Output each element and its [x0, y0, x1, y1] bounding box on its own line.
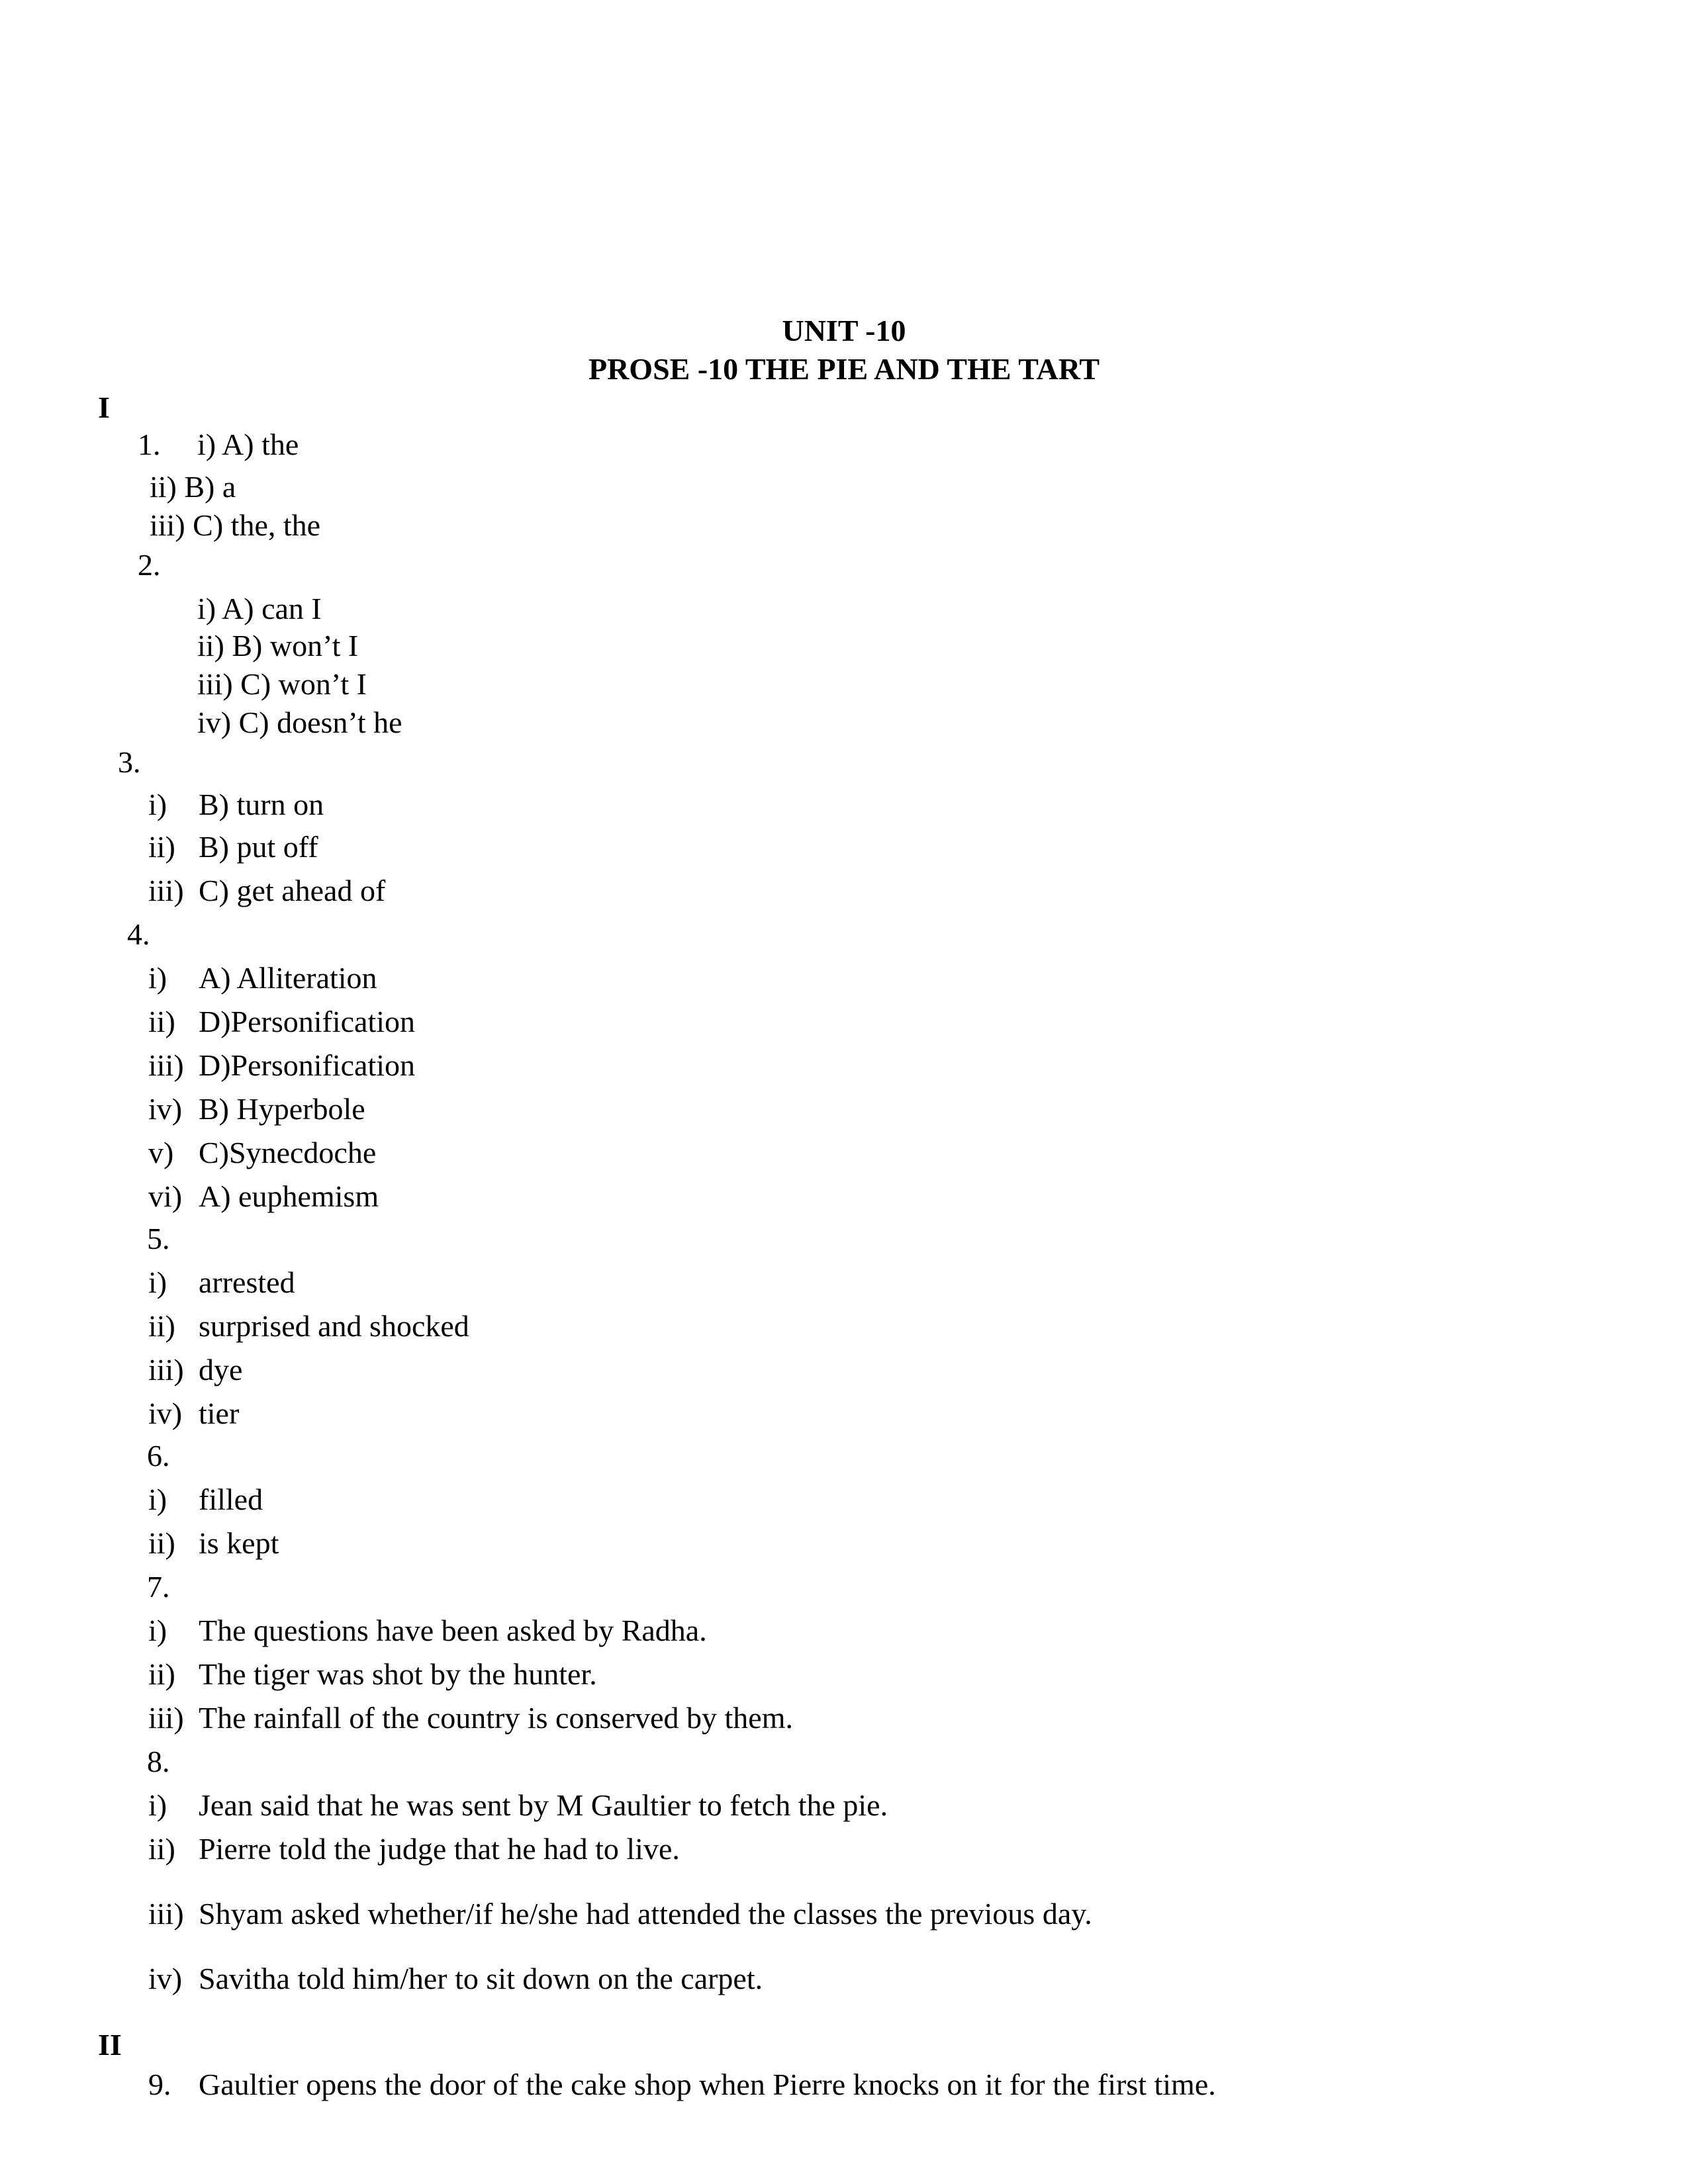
q7-roman-1: i)	[148, 1614, 167, 1647]
q8-number: 8.	[147, 1745, 170, 1778]
q6-roman-1: i)	[148, 1482, 167, 1516]
q8-roman-4: iv)	[148, 1962, 183, 1995]
q4-roman-2: ii)	[148, 1005, 175, 1038]
q5-number: 5.	[147, 1222, 170, 1255]
unit-heading: UNIT -10	[782, 314, 906, 347]
q2-item-1: i) A) can I	[197, 592, 322, 625]
q4-item-4: B) Hyperbole	[199, 1092, 365, 1126]
q2-number: 2.	[138, 548, 161, 582]
q8-item-4: Savitha told him/her to sit down on the carpet.	[199, 1962, 763, 1995]
q7-roman-3: iii)	[148, 1701, 184, 1735]
q7-item-3: The rainfall of the country is conserved by them.	[199, 1701, 793, 1735]
q5-roman-2: ii)	[148, 1309, 175, 1343]
q1-item-1: i) A) the	[197, 428, 299, 461]
section-two-label: II	[98, 2028, 122, 2062]
q4-item-6: A) euphemism	[199, 1179, 379, 1213]
section-one-label: I	[98, 390, 110, 424]
q4-roman-1: i)	[148, 961, 167, 995]
q4-item-1: A) Alliteration	[199, 961, 377, 995]
q8-roman-3: iii)	[148, 1897, 184, 1931]
q4-roman-6: vi)	[148, 1179, 183, 1213]
q9-number: 9.	[148, 2068, 171, 2101]
q4-roman-4: iv)	[148, 1092, 183, 1126]
q6-roman-2: ii)	[148, 1526, 175, 1560]
q8-item-1: Jean said that he was sent by M Gaultier to fetch the pie.	[199, 1788, 888, 1822]
q7-number: 7.	[147, 1570, 170, 1604]
q4-number: 4.	[127, 917, 150, 951]
q1-item-2: ii) B) a	[150, 470, 236, 504]
q6-item-1: filled	[199, 1482, 263, 1516]
q5-item-4: tier	[199, 1396, 240, 1430]
q5-roman-4: iv)	[148, 1396, 183, 1430]
q4-roman-5: v)	[148, 1136, 174, 1169]
q3-roman-1: i)	[148, 788, 167, 821]
q2-item-3: iii) C) won’t I	[197, 667, 367, 701]
q7-item-2: The tiger was shot by the hunter.	[199, 1657, 597, 1691]
q5-item-3: dye	[199, 1353, 243, 1387]
q3-number: 3.	[118, 745, 141, 779]
q4-item-3: D)Personification	[199, 1048, 416, 1082]
q2-item-4: iv) C) doesn’t he	[197, 705, 402, 739]
q3-roman-2: ii)	[148, 830, 175, 864]
q8-item-3: Shyam asked whether/if he/she had attended the classes the previous day.	[199, 1897, 1092, 1931]
q3-item-1: B) turn on	[199, 788, 324, 821]
q3-item-3: C) get ahead of	[199, 874, 386, 907]
q5-item-2: surprised and shocked	[199, 1309, 469, 1343]
q7-roman-2: ii)	[148, 1657, 175, 1691]
q6-item-2: is kept	[199, 1526, 279, 1560]
q4-item-2: D)Personification	[199, 1005, 416, 1038]
q9-text: Gaultier opens the door of the cake shop when Pierre knocks on it for the first time.	[199, 2068, 1216, 2101]
q3-item-2: B) put off	[199, 830, 318, 864]
q5-roman-3: iii)	[148, 1353, 184, 1387]
q5-item-1: arrested	[199, 1265, 295, 1299]
q6-number: 6.	[147, 1439, 170, 1473]
q4-item-5: C)Synecdoche	[199, 1136, 377, 1169]
q7-item-1: The questions have been asked by Radha.	[199, 1614, 707, 1647]
q5-roman-1: i)	[148, 1265, 167, 1299]
q1-item-3: iii) C) the, the	[150, 508, 321, 542]
q1-number: 1.	[138, 428, 161, 461]
q8-item-2: Pierre told the judge that he had to live.	[199, 1832, 680, 1866]
q8-roman-2: ii)	[148, 1832, 175, 1866]
q4-roman-3: iii)	[148, 1048, 184, 1082]
q3-roman-3: iii)	[148, 874, 184, 907]
q2-item-2: ii) B) won’t I	[197, 629, 359, 662]
prose-title: PROSE -10 THE PIE AND THE TART	[588, 352, 1100, 386]
q8-roman-1: i)	[148, 1788, 167, 1822]
